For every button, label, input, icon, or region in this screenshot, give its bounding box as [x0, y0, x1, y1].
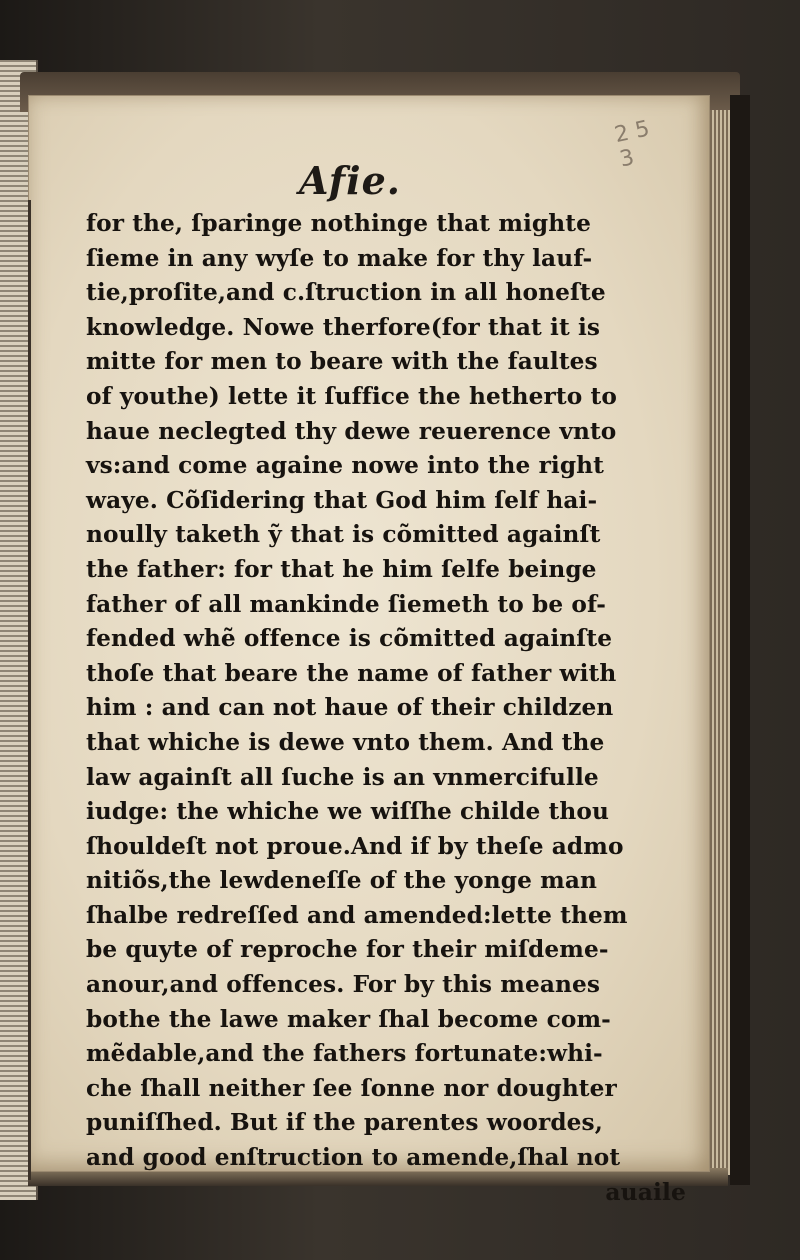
text-line: tie,proſite,and c.ſtruction in all honeſte [86, 278, 606, 307]
catchword: auaile [605, 1177, 686, 1206]
text-line: ſhalbe redreſſed and amended:lette them [86, 900, 628, 929]
text-line: the father: for that he him ſelfe beinge [86, 554, 597, 583]
corner-pencil-mark: 2 5 3 [612, 116, 652, 173]
text-line: vs:and come againe nowe into the right [86, 451, 605, 480]
book-page-edges-right [708, 110, 732, 1175]
book-cover-right [730, 95, 750, 1185]
text-line: anour,and offences. For by this meanes [86, 970, 601, 999]
text-line: father of all mankinde ſiemeth to be of- [86, 589, 607, 618]
text-line: him : and can not haue of their childzen [86, 693, 614, 722]
text-line: mitte for men to beare with the faultes [86, 347, 598, 376]
text-line: mẽdable,and the fathers fortunate:whi- [86, 1039, 603, 1068]
text-line: iudge: the whiche we wiſſhe childe thou [86, 797, 609, 826]
text-line: law againſt all ſuche is an vnmercifulle [86, 762, 599, 791]
text-line: and good enſtruction to amende,ſhal not [86, 1143, 621, 1172]
text-line: thoſe that beare the name of father with [86, 658, 617, 687]
text-line: bothe the lawe maker ſhal become com- [86, 1004, 611, 1033]
text-line: che ſhall neither ſee ſonne nor doughter [86, 1073, 617, 1102]
running-header: Afie. [298, 158, 401, 203]
text-line: for the, ſparinge nothinge that mighte [86, 209, 591, 237]
text-line: be quyte of reproche for their miſdeme- [86, 935, 609, 964]
text-line: ſhouldeſt not proue.And if by theſe admo [86, 831, 624, 860]
text-line: haue neclegted thy dewe reuerence vnto [86, 416, 617, 445]
text-line: waye. Cõſidering that God him ſelf hai- [86, 485, 598, 514]
text-line: knowledge. Nowe therfore(for that it is [86, 312, 601, 341]
text-line: of youthe) lette it ſuffice the hetherto to [86, 381, 617, 410]
text-line: ſieme in any wyſe to make for thy lauf- [86, 243, 593, 272]
text-line: that whiche is dewe vnto them. And the [86, 727, 605, 756]
text-line: noully taketh ỹ that is cõmitted againſt [86, 520, 601, 549]
binding-thread [28, 200, 31, 1180]
text-line: nitiõs,the lewdeneſſe of the yonge man [86, 866, 598, 895]
text-line: fended whẽ offence is cõmitted againſte [86, 624, 613, 653]
text-block [86, 206, 686, 1209]
text-line: puniſſhed. But if the parentes woordes, [86, 1108, 603, 1137]
